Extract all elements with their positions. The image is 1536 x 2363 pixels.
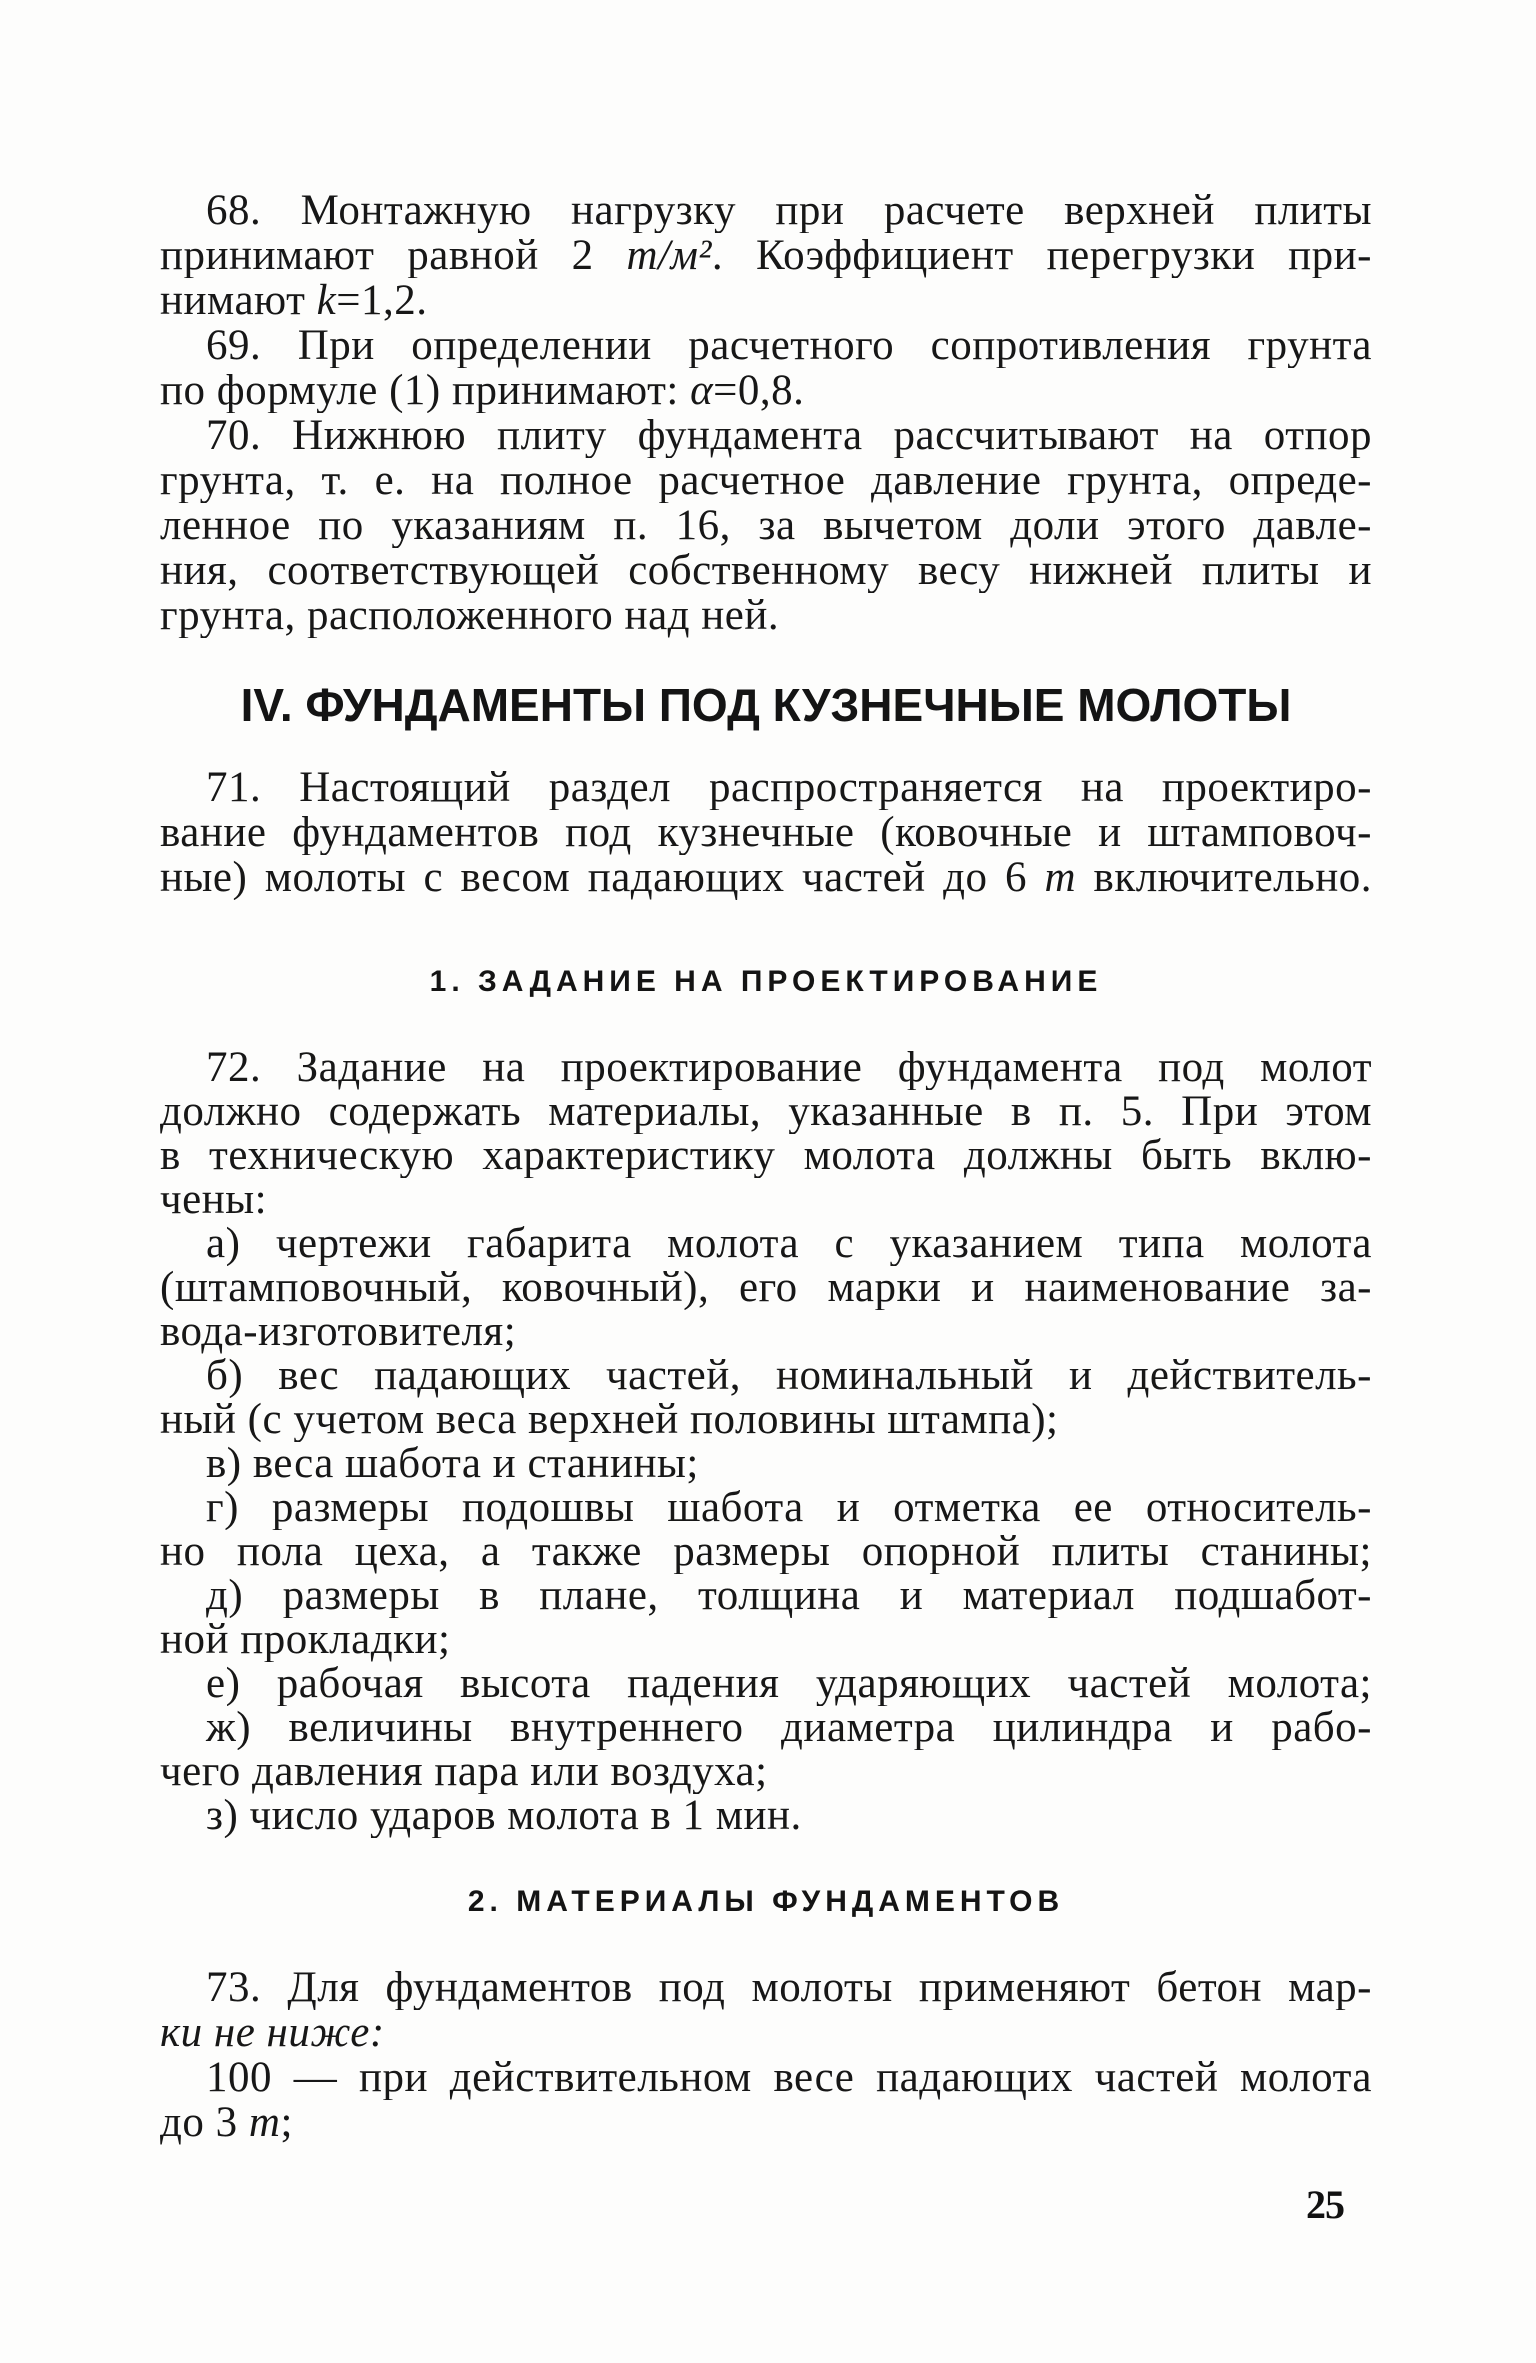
- unit-symbol: т: [248, 2100, 281, 2145]
- text-line: грунта, расположенного над ней.: [160, 593, 780, 638]
- text-line: 72. Задание на проектирование фундамента под молот: [206, 1046, 1372, 1090]
- paragraph-70: [160, 413, 1372, 638]
- text-run: включительно.: [1076, 855, 1372, 900]
- text-line: (штамповочный, ковочный), его марки и наименование за-: [160, 1266, 1372, 1310]
- text-line: 68. Монтажную нагрузку при расчете верхней плиты: [206, 188, 1372, 233]
- text-line: в) веса шабота и станины;: [206, 1442, 699, 1486]
- text-line: д) размеры в плане, толщина и материал подшабот-: [206, 1574, 1372, 1618]
- text-line: ния, соответствующей собственному весу нижней плиты и: [160, 548, 1372, 593]
- paragraph-69: [160, 323, 1372, 413]
- list-item-v: [160, 1442, 1372, 1486]
- paragraph-group-68-70: [160, 188, 1372, 638]
- text-line: а) чертежи габарита молота с указанием типа молота: [206, 1222, 1372, 1266]
- text-run: . Коэффициент перегрузки при-: [711, 233, 1372, 278]
- text-line: вание фундаментов под кузнечные (ковочные и штамповоч-: [160, 810, 1372, 855]
- text-line: вода-изготовителя;: [160, 1310, 517, 1354]
- paragraph-72: [160, 1046, 1372, 1838]
- section-heading-block: [160, 675, 1372, 735]
- list-item-b: [160, 1354, 1372, 1442]
- subsection-heading-block: [160, 960, 1372, 1004]
- text-line: е) рабочая высота падения ударяющих частей молота;: [206, 1662, 1372, 1706]
- text-run: до 3: [160, 2100, 249, 2145]
- list-item-e: [160, 1662, 1372, 1706]
- subsection-heading-block: [160, 1880, 1372, 1924]
- text-line: 71. Настоящий раздел распространяется на проектиро-: [206, 765, 1372, 810]
- text-line: [160, 233, 1372, 278]
- variable-symbol: k: [316, 278, 337, 323]
- text-run: =0,8.: [713, 368, 805, 413]
- list-item-zh: [160, 1706, 1372, 1794]
- text-line: г) размеры подошвы шабота и отметка ее относитель-: [206, 1486, 1372, 1530]
- text-line: 100 — при действительном весе падающих частей молота: [206, 2055, 1372, 2100]
- text-run: ные) молоты с весом падающих частей до 6: [160, 855, 1045, 900]
- text-line: чены:: [160, 1178, 268, 1222]
- text-line: ки не ниже:: [160, 2010, 385, 2055]
- text-run: ;: [280, 2100, 293, 2145]
- text-line: [160, 855, 1372, 900]
- text-line: должно содержать материалы, указанные в п. 5. При этом: [160, 1090, 1372, 1134]
- text-line: з) число ударов молота в 1 мин.: [206, 1794, 802, 1838]
- text-line: [160, 278, 1372, 323]
- list-item-g: [160, 1486, 1372, 1574]
- list-item-d: [160, 1574, 1372, 1662]
- text-line: ной прокладки;: [160, 1618, 451, 1662]
- text-line: ный (с учетом веса верхней половины штампа);: [160, 1398, 1059, 1442]
- list-item-z: [160, 1794, 1372, 1838]
- text-line: в техническую характеристику молота должны быть вклю-: [160, 1134, 1372, 1178]
- text-run: =1,2.: [336, 278, 428, 323]
- text-line: но пола цеха, а также размеры опорной плиты станины;: [160, 1530, 1372, 1574]
- text-line: 70. Нижнюю плиту фундамента рассчитывают на отпор: [206, 413, 1372, 458]
- page-number: 25: [1306, 2182, 1344, 2227]
- subsection-heading: 2. МАТЕРИАЛЫ ФУНДАМЕНТОВ: [467, 1885, 1065, 1918]
- subsection-heading: 1. ЗАДАНИЕ НА ПРОЕКТИРОВАНИЕ: [429, 965, 1103, 998]
- unit-symbol: т: [1044, 855, 1077, 900]
- text-line: б) вес падающих частей, номинальный и действитель-: [206, 1354, 1372, 1398]
- section-heading: IV. ФУНДАМЕНТЫ ПОД КУЗНЕЧНЫЕ МОЛОТЫ: [240, 679, 1292, 731]
- text-line: грунта, т. е. на полное расчетное давление грунта, опреде-: [160, 458, 1372, 503]
- paragraph-68: [160, 188, 1372, 323]
- unit-symbol: т/м²: [626, 233, 712, 278]
- text-line: [160, 2100, 1372, 2145]
- text-line: ленное по указаниям п. 16, за вычетом доли этого давле-: [160, 503, 1372, 548]
- list-item-a: [160, 1222, 1372, 1354]
- paragraph-73: [160, 1965, 1372, 2145]
- text-line: 73. Для фундаментов под молоты применяют бетон мар-: [206, 1965, 1372, 2010]
- text-line: [160, 368, 1372, 413]
- text-line: ж) величины внутреннего диаметра цилиндра и рабо-: [206, 1706, 1372, 1750]
- text-run: нимают: [160, 278, 317, 323]
- text-line: 69. При определении расчетного сопротивления грунта: [206, 323, 1372, 368]
- text-run: по формуле (1) принимают:: [160, 368, 691, 413]
- text-run: принимают равной 2: [160, 233, 627, 278]
- text-line: чего давления пара или воздуха;: [160, 1750, 768, 1794]
- variable-symbol: α: [690, 368, 714, 413]
- paragraph-71: [160, 765, 1372, 900]
